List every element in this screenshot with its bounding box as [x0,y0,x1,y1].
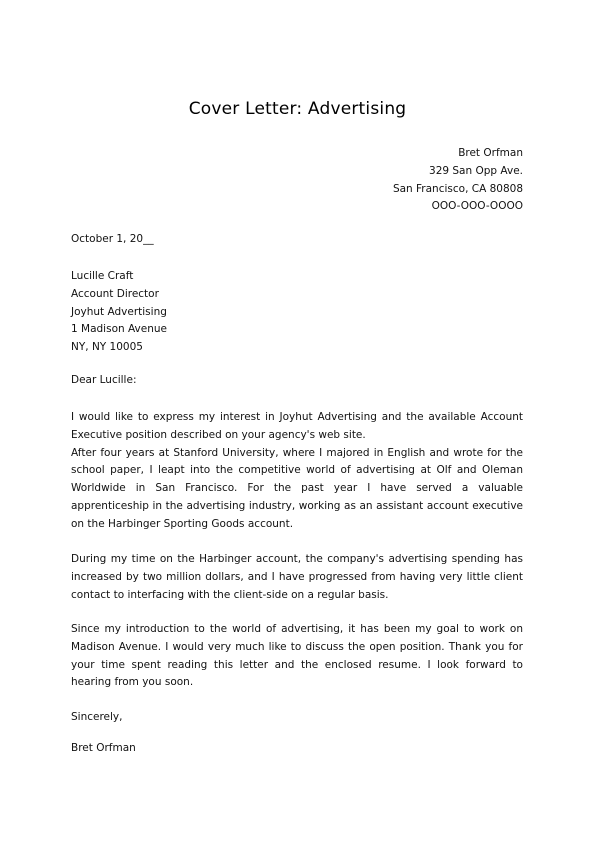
closing: Sincerely, [71,711,123,723]
body-paragraph-group-3 [71,621,523,692]
recipient-street: 1 Madison Avenue [71,323,167,336]
recipient-name: Lucille Craft [71,270,134,282]
body-paragraph-group-2 [71,551,523,604]
body-paragraph: During my time on the Harbinger account, the company's advertising spending has increased by two million dollars, and I have progressed from having very little client contact to interfacing with the client-side on a regular basis. [71,553,523,601]
recipient-city: NY, NY 10005 [71,341,143,354]
document-title: Cover Letter: Advertising [188,99,407,119]
body-paragraph-group-1 [71,409,523,534]
sender-street: 329 San Opp Ave. [429,164,523,177]
recipient-title: Account Director [71,287,159,300]
sender-phone: OOO-OOO-OOOO [431,200,523,213]
recipient-address-block [71,268,167,357]
recipient-company: Joyhut Advertising [71,305,167,318]
sender-name: Bret Orfman [458,147,523,159]
salutation: Dear Lucille: [71,374,137,386]
sender-city: San Francisco, CA 80808 [392,182,523,195]
letter-date: October 1, 20__ [71,233,154,245]
sender-address-block [393,145,523,216]
signature-name: Bret Orfman [71,742,136,754]
body-paragraph: After four years at Stanford University, where I majored in English and wrote for the school paper, I leapt into the competitive world of advertising at Olf and Oleman Worldwide in San Francisco. For the past year I have served a valuable apprenticeship in the advertising industry, working as an assistant account executive on the Harbinger Sporting Goods account. [71,446,523,530]
body-paragraph: Since my introduction to the world of advertising, it has been my goal to work on Madison Avenue. I would very much like to discuss the open position. Thank you for your time spent reading this letter and the enclosed resume. I look forward to hearing from you soon. [71,623,523,689]
body-paragraph: I would like to express my interest in Joyhut Advertising and the available Account Executive position described on your agency's web site. [71,411,523,441]
